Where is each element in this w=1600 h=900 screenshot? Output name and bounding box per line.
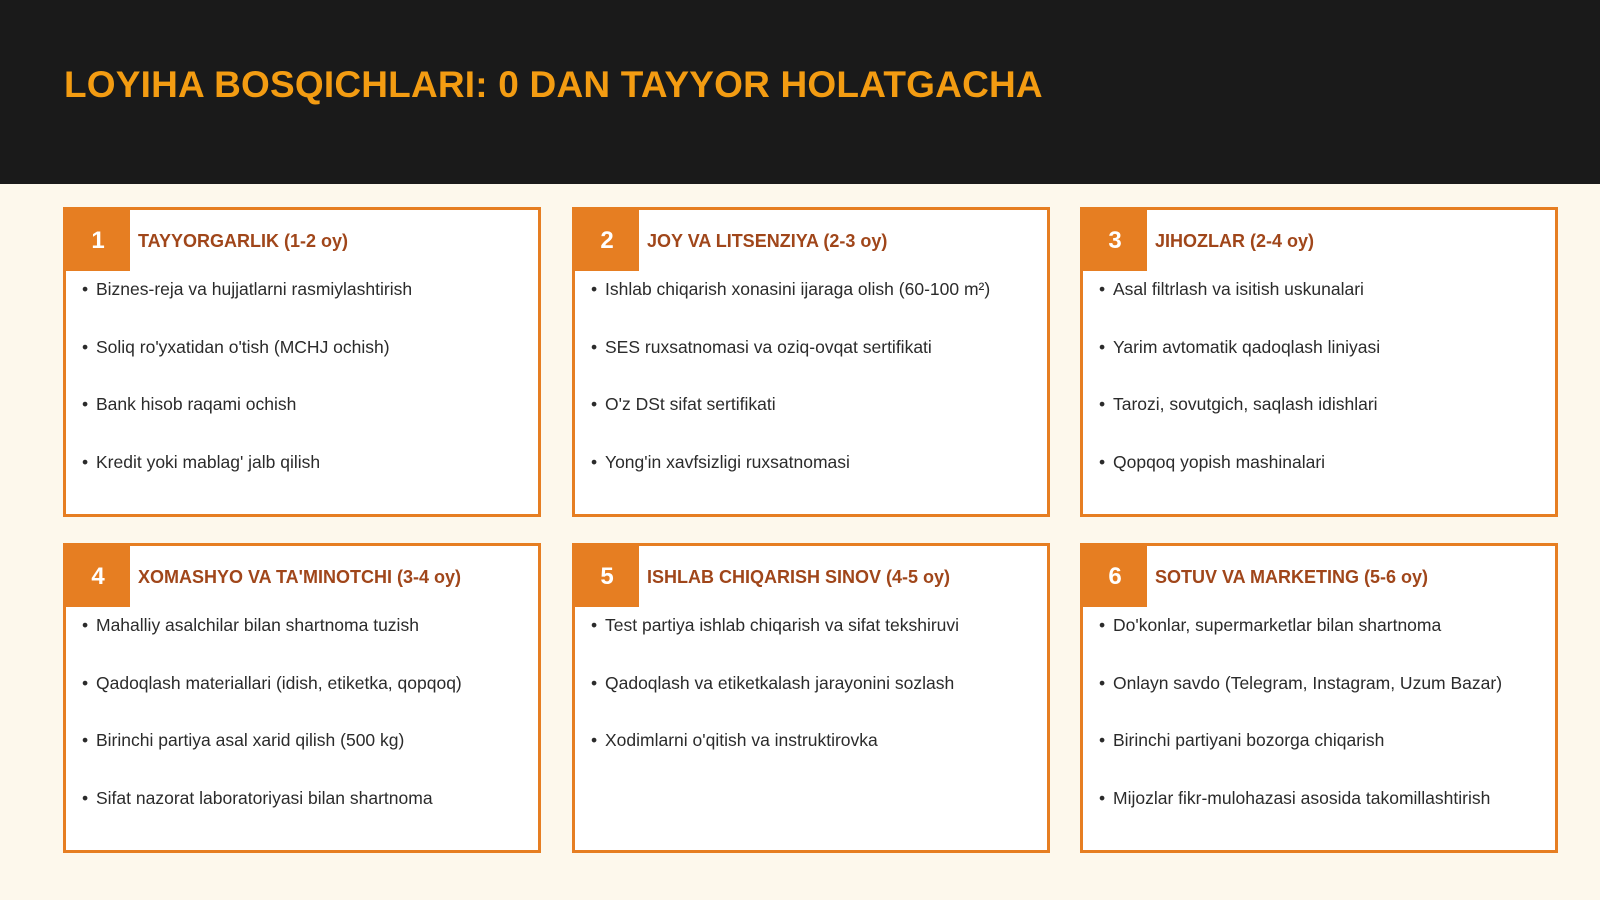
bullet-icon bbox=[1099, 335, 1113, 359]
stage-number-badge: 3 bbox=[1083, 210, 1147, 271]
list-item bbox=[1099, 671, 1545, 729]
list-item-text: Yarim avtomatik qadoqlash liniyasi bbox=[1113, 336, 1381, 357]
bullet-icon bbox=[82, 277, 96, 301]
stage-number-badge: 2 bbox=[575, 210, 639, 271]
stage-title: ISHLAB CHIQARISH SINOV (4-5 oy) bbox=[647, 567, 951, 587]
bullet-icon bbox=[591, 613, 605, 637]
list-item bbox=[591, 450, 1037, 508]
list-item-text: Mijozlar fikr-mulohazasi asosida takomillashtirish bbox=[1113, 787, 1491, 808]
list-item-text: Birinchi partiya asal xarid qilish (500 kg) bbox=[96, 730, 405, 750]
bullet-icon bbox=[1099, 450, 1113, 474]
stage-item-list bbox=[1099, 613, 1545, 843]
list-item bbox=[591, 613, 1037, 671]
list-item-text: Onlayn savdo (Telegram, Instagram, Uzum Bazar) bbox=[1113, 672, 1503, 693]
list-item bbox=[1099, 613, 1545, 671]
bullet-icon bbox=[1099, 728, 1113, 752]
list-item bbox=[82, 728, 528, 786]
list-item-text: Qadoqlash va etiketkalash jarayonini sozlash bbox=[605, 672, 955, 693]
list-item bbox=[82, 671, 528, 729]
list-item bbox=[1099, 450, 1545, 508]
list-item bbox=[82, 277, 528, 335]
list-item bbox=[82, 450, 528, 508]
stage-number-badge: 5 bbox=[575, 546, 639, 607]
list-item bbox=[591, 335, 1037, 393]
list-item bbox=[82, 392, 528, 450]
list-item-text: Biznes-reja va hujjatlarni rasmiylashtirish bbox=[96, 279, 413, 299]
list-item-text: Qopqoq yopish mashinalari bbox=[1113, 451, 1326, 472]
bullet-icon bbox=[1099, 786, 1113, 810]
bullet-icon bbox=[82, 786, 96, 810]
bullet-icon bbox=[591, 277, 605, 301]
list-item bbox=[1099, 728, 1545, 786]
bullet-icon bbox=[1099, 392, 1113, 416]
bullet-icon bbox=[82, 613, 96, 637]
list-item-text: Yong'in xavfsizligi ruxsatnomasi bbox=[605, 451, 850, 472]
stage-title: TAYYORGARLIK (1-2 oy) bbox=[138, 231, 349, 251]
stage-item-list bbox=[82, 277, 528, 507]
list-item-text: Asal filtrlash va isitish uskunalari bbox=[1113, 279, 1364, 299]
list-item bbox=[82, 786, 528, 844]
bullet-icon bbox=[591, 671, 605, 695]
list-item bbox=[1099, 392, 1545, 450]
list-item-text: Birinchi partiyani bozorga chiqarish bbox=[1113, 730, 1385, 750]
list-item-text: SES ruxsatnomasi va oziq-ovqat sertifikati bbox=[605, 336, 932, 357]
stage-title: SOTUV VA MARKETING (5-6 oy) bbox=[1155, 567, 1429, 587]
list-item-text: Mahalliy asalchilar bilan shartnoma tuzish bbox=[96, 615, 419, 635]
stage-number-badge: 1 bbox=[66, 210, 130, 271]
list-item-text: Tarozi, sovutgich, saqlash idishlari bbox=[1113, 394, 1378, 414]
bullet-icon bbox=[82, 335, 96, 359]
stage-item-list bbox=[1099, 277, 1545, 507]
stage-title: JOY VA LITSENZIYA (2-3 oy) bbox=[647, 231, 888, 251]
list-item-text: Ishlab chiqarish xonasini ijaraga olish (60-100 m²) bbox=[605, 279, 991, 299]
list-item bbox=[591, 392, 1037, 450]
list-item-text: Bank hisob raqami ochish bbox=[96, 394, 297, 414]
page-title: LOYIHA BOSQICHLARI: 0 DAN TAYYOR HOLATGACHA bbox=[64, 64, 1043, 105]
list-item-text: Xodimlarni o'qitish va instruktirovka bbox=[605, 730, 878, 750]
list-item-text: Test partiya ishlab chiqarish va sifat tekshiruvi bbox=[605, 615, 960, 635]
bullet-icon bbox=[591, 450, 605, 474]
bullet-icon bbox=[1099, 671, 1113, 695]
bullet-icon bbox=[1099, 277, 1113, 301]
bullet-icon bbox=[1099, 613, 1113, 637]
list-item bbox=[1099, 277, 1545, 335]
stage-card-4 bbox=[63, 543, 541, 853]
bullet-icon bbox=[591, 728, 605, 752]
list-item-text: Kredit yoki mablag' jalb qilish bbox=[96, 451, 321, 472]
stage-card-2 bbox=[572, 207, 1050, 517]
stage-number-badge: 6 bbox=[1083, 546, 1147, 607]
list-item-text: Soliq ro'yxatidan o'tish (MCHJ ochish) bbox=[96, 336, 390, 357]
stage-item-list bbox=[591, 613, 1037, 786]
bullet-icon bbox=[82, 392, 96, 416]
stage-card-6 bbox=[1080, 543, 1558, 853]
stage-item-list bbox=[82, 613, 528, 843]
list-item bbox=[591, 728, 1037, 786]
bullet-icon bbox=[591, 392, 605, 416]
list-item bbox=[82, 335, 528, 393]
stage-card-3 bbox=[1080, 207, 1558, 517]
stage-title: XOMASHYO VA TA'MINOTCHI (3-4 oy) bbox=[138, 567, 461, 587]
list-item-text: Do'konlar, supermarketlar bilan shartnoma bbox=[1113, 615, 1442, 635]
stage-number-badge: 4 bbox=[66, 546, 130, 607]
list-item bbox=[1099, 786, 1545, 844]
stage-card-5 bbox=[572, 543, 1050, 853]
stage-title: JIHOZLAR (2-4 oy) bbox=[1155, 231, 1315, 251]
bullet-icon bbox=[591, 335, 605, 359]
bullet-icon bbox=[82, 728, 96, 752]
list-item-text: Qadoqlash materiallari (idish, etiketka, qopqoq) bbox=[96, 672, 462, 693]
list-item bbox=[591, 277, 1037, 335]
list-item bbox=[591, 671, 1037, 729]
list-item-text: Sifat nazorat laboratoriyasi bilan shartnoma bbox=[96, 787, 433, 808]
stage-item-list bbox=[591, 277, 1037, 507]
bullet-icon bbox=[82, 671, 96, 695]
list-item bbox=[1099, 335, 1545, 393]
list-item bbox=[82, 613, 528, 671]
list-item-text: O'z DSt sifat sertifikati bbox=[605, 394, 776, 414]
bullet-icon bbox=[82, 450, 96, 474]
stage-card-1 bbox=[63, 207, 541, 517]
